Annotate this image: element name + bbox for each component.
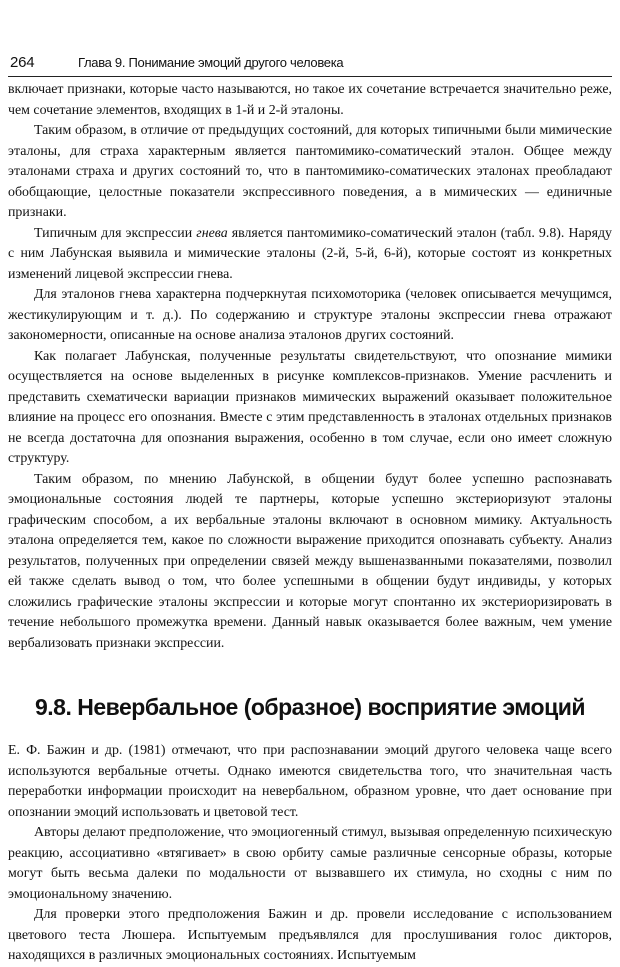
paragraph-6: Таким образом, по мнению Лабунской, в общении будут более успешно распознавать эмоциональные состояния людей те партнеры, которые успешно экстериоризуют эталоны графическим способом, а их вербальные эталоны включают в основном мимику. Актуальность эталона определяется тем, какое по сложности выражение приходится опознавать субъекту. Анализ результатов, полученных при определении связей между вышеназванными показателями, позволил ей также сделать вывод о том, что более успешными в общении будут индивиды, у которых сложились графические эталоны экспрессии и которые могут спонтанно их экстериоризировать в течение небольшого промежутка времени. Данный навык оказывается более важным, чем умение вербализовать признаки экспрессии. [8,471,612,651]
running-header [8,50,612,77]
section-paragraph-2: Авторы делают предположение, что эмоциогенный стимул, вызывая определенную психическую реакцию, ассоциативно «втягивает» в свою орбиту самые различные сенсорные образы, которые могут быть весьма далеки по модальности от вызвавшего их стимула, но сходны с ним по эмоциональному значению. [8,825,612,902]
body-text-top [8,80,612,654]
paragraph-3: Типичным для экспрессии гнева является пантомимико-соматический эталон (табл. 9.8). Наряду с ним Лабунская выявила и мимические эталоны (2-й, 5-й, 6-й), которые состоят из конкретных изменений лицевой экспрессии гнева. [8,225,612,282]
running-title: Глава 9. Понимание эмоций другого человека [78,55,344,70]
paragraph-5: Как полагает Лабунская, полученные результаты свидетельствуют, что опознание мимики осуществляется на основе выделенных в рисунке комплексов-признаков. Умение расчленить и представить схематически вариации признаков мимических выражений оказывает положительное влияние на процесс его опознания. Вместе с этим представленность в эталонах отдельных признаков не всегда достаточна для опознания выражения, особенно в том случае, если оно имеет сложную структуру. [8,348,612,466]
body-text-section [8,741,612,967]
emphasis-anger: гнева [196,225,228,241]
section-paragraph-1: Е. Ф. Бажин и др. (1981) отмечают, что при распознавании эмоций другого человека чаще всего используются вербальные отчеты. Однако имеются свидетельства того, что значительная часть переработки информации происходит на невербальном, образном уровне, что дает основание при опознании эмоций использовать и цветовой тест. [8,743,612,820]
paragraph-2: Таким образом, в отличие от предыдущих состояний, для которых типичными были мимические эталоны, для страха характерным является пантомимико-соматический эталон. Общее между эталонами страха и других состояний то, что в пантомимико-соматических эталонах преобладают обобщающие, целостные показатели экспрессивного поведения, а в мимических — единичные признаки. [8,123,612,220]
paragraph-4: Для эталонов гнева характерна подчеркнутая психомоторика (человек описывается мечущимся, жестикулирующим и т. д.). По содержанию и структуре эталоны экспрессии гнева отражают закономерности, описанные на основе анализа эталонов других состояний. [8,287,612,343]
paragraph-1: включает признаки, которые часто называются, но такое их сочетание встречается значительно реже, чем сочетание элементов, входящих в 1-й и 2-й эталоны. [8,82,612,118]
section-heading: 9.8. Невербальное (образное) восприятие эмоций [35,694,585,720]
section-paragraph-3: Для проверки этого предположения Бажин и др. провели исследование с использованием цветового теста Люшера. Испытуемым предъявлялся для прослушивания голос дикторов, находящихся в различных эмоциональных состояниях. Испытуемым [8,907,612,963]
page-number: 264 [10,54,35,71]
